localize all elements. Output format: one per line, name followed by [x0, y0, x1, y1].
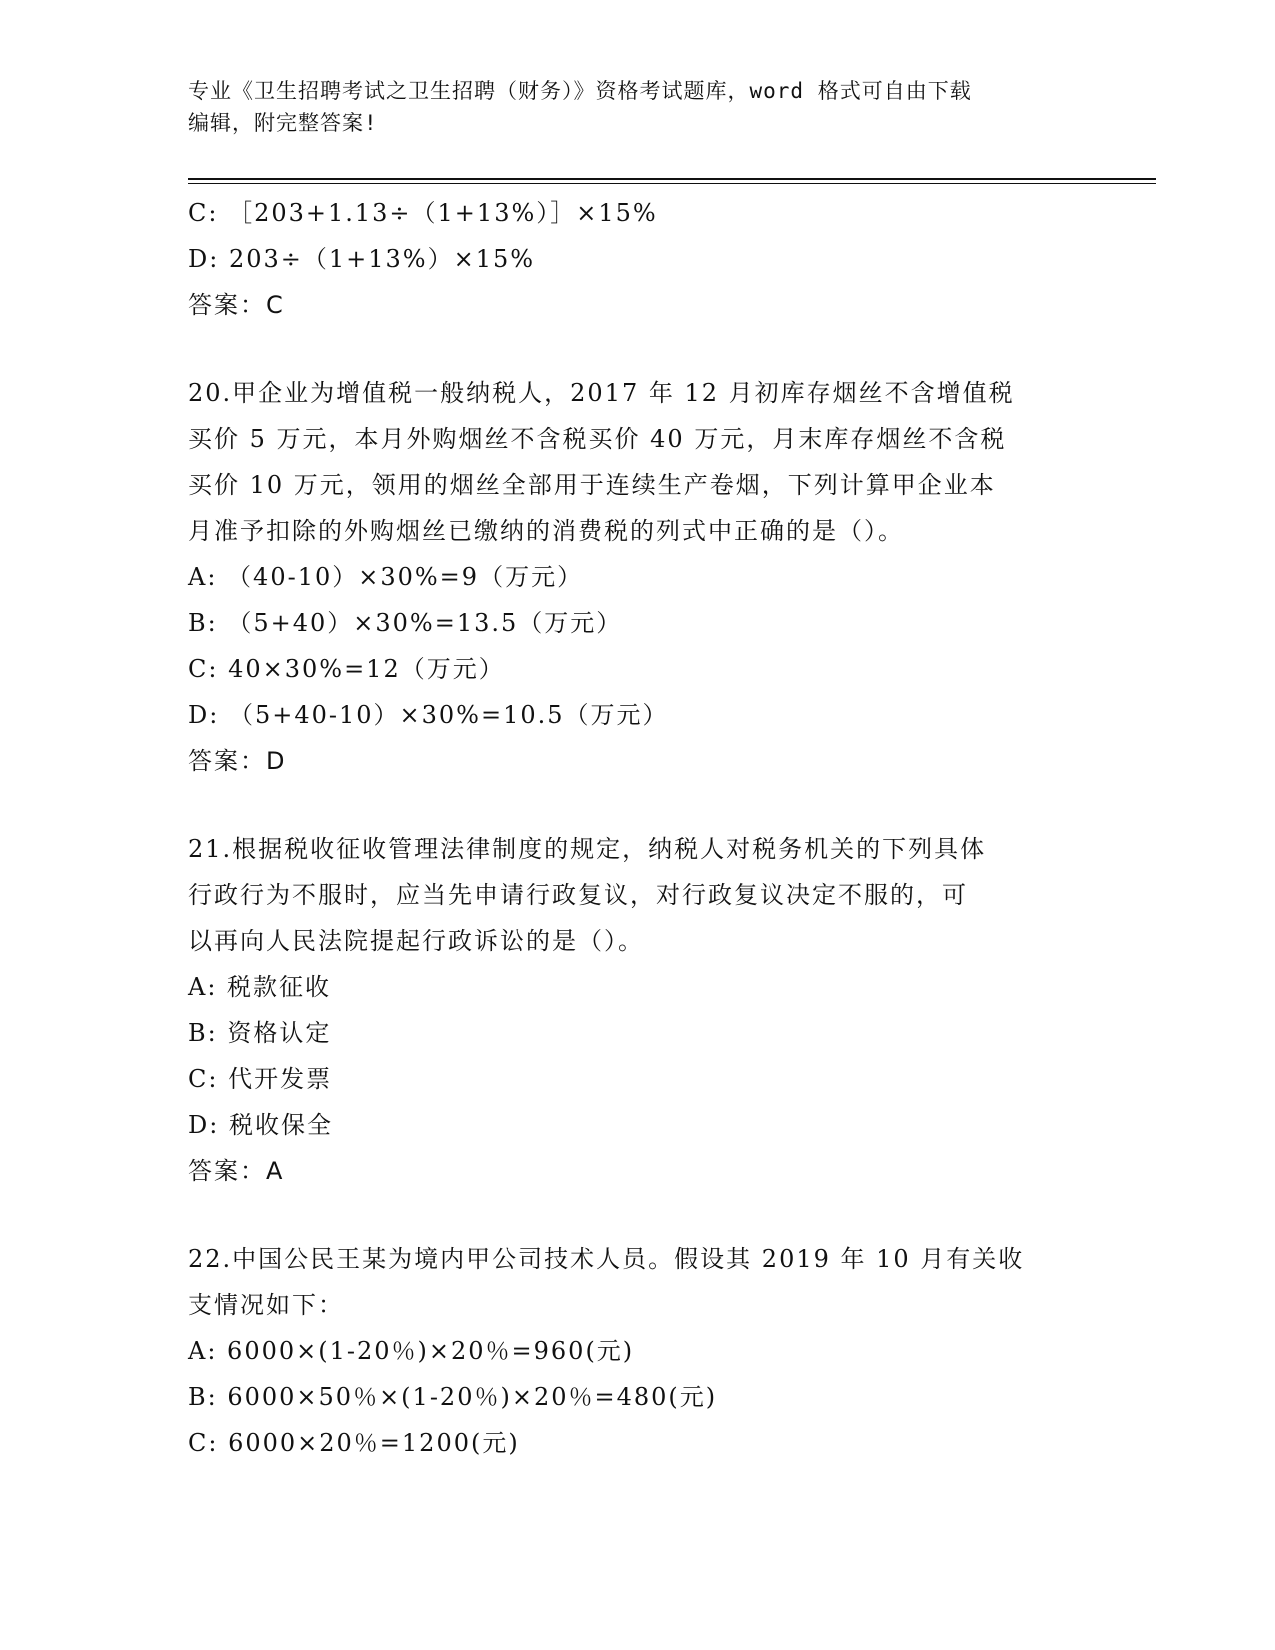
question-20 [188, 370, 1088, 784]
option-d: D: 203÷（1+13%）×15% [188, 245, 536, 273]
question-text-line: 20.甲企业为增值税一般纳税人，2017 年 12 月初库存烟丝不含增值税 [188, 379, 1015, 407]
option-b: B: （5+40）×30%=13.5（万元） [188, 609, 623, 637]
question-text-line: 以再向人民法院提起行政诉讼的是（）。 [188, 927, 644, 955]
question-22 [188, 1236, 1088, 1466]
option-b: B: 6000×50％×(1-20％)×20％=480(元) [188, 1383, 718, 1411]
question-text-line: 22.中国公民王某为境内甲公司技术人员。假设其 2019 年 10 月有关收 [188, 1245, 1025, 1273]
option-a: A: （40-10）×30%=9（万元） [188, 563, 584, 591]
answer-line: 答案：C [188, 291, 285, 319]
question-text-line: 21.根据税收征收管理法律制度的规定，纳税人对税务机关的下列具体 [188, 835, 987, 863]
option-c: C: ［203+1.13÷（1+13%）］×15% [188, 199, 658, 227]
option-a: A: 税款征收 [188, 973, 332, 1001]
question-21 [188, 826, 1088, 1194]
option-b: B: 资格认定 [188, 1019, 332, 1047]
option-d: D: 税收保全 [188, 1111, 333, 1139]
header-divider-thick [188, 178, 1156, 180]
question-text-line: 月准予扣除的外购烟丝已缴纳的消费税的列式中正确的是（）。 [188, 517, 904, 545]
answer-line: 答案：A [188, 1157, 285, 1185]
header-divider-thin [188, 183, 1156, 184]
page-header [188, 75, 1088, 139]
question-text-line: 买价 10 万元，领用的烟丝全部用于连续生产卷烟，下列计算甲企业本 [188, 471, 996, 499]
option-c: C: 40×30%=12（万元） [188, 655, 505, 683]
header-line-1: 专业《卫生招聘考试之卫生招聘（财务）》资格考试题库，word 格式可自由下载 [188, 79, 972, 103]
option-a: A: 6000×(1-20％)×20％=960(元) [188, 1337, 635, 1365]
answer-line: 答案：D [188, 747, 287, 775]
question-text-line: 支情况如下： [188, 1291, 344, 1319]
question-19-tail [188, 190, 1088, 328]
option-c: C: 6000×20％=1200(元) [188, 1429, 520, 1457]
document-body [188, 190, 1088, 1466]
option-c: C: 代开发票 [188, 1065, 333, 1093]
question-text-line: 买价 5 万元，本月外购烟丝不含税买价 40 万元，月末库存烟丝不含税 [188, 425, 1007, 453]
option-d: D: （5+40-10）×30%=10.5（万元） [188, 701, 669, 729]
question-text-line: 行政行为不服时，应当先申请行政复议，对行政复议决定不服的，可 [188, 881, 968, 909]
header-line-2: 编辑，附完整答案! [188, 111, 378, 135]
